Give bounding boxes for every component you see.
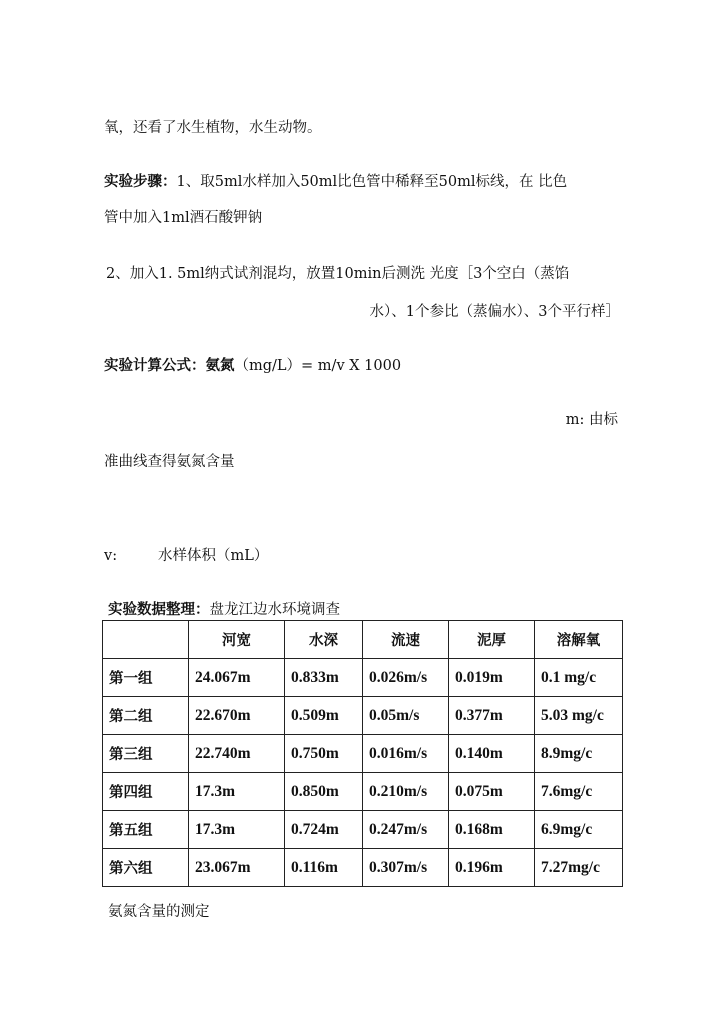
table-cell: 5.03 mg/c <box>535 697 623 735</box>
table-cell: 0.05m/s <box>363 697 449 735</box>
paragraph-step2: 2、加入1. 5ml纳式试剂混均，放置10min后测洗 光度［3个空白（蒸馅 <box>106 266 570 282</box>
paragraph-data-title <box>108 600 340 620</box>
table-cell: 0.116m <box>285 849 363 887</box>
paragraph-footer: 氨氮含量的测定 <box>108 904 210 920</box>
row-label: 第一组 <box>103 659 189 697</box>
table-row <box>103 697 623 735</box>
table-cell: 24.067m <box>189 659 285 697</box>
table-row <box>103 735 623 773</box>
table-row <box>103 659 623 697</box>
paragraph-steps-cont: 管中加入1ml酒石酸钾钠 <box>104 210 263 226</box>
table-cell: 23.067m <box>189 849 285 887</box>
paragraph-formula <box>104 356 401 376</box>
table-cell: 0.850m <box>285 773 363 811</box>
steps-text: 1、取5ml水样加入50ml比色管中稀释至50ml标线，在 比色 <box>176 174 568 190</box>
paragraph-m-def: m: 由标 <box>565 412 618 428</box>
paragraph-step2-cont: 水）、1个参比（蒸偏水）、3个平行样］ <box>369 304 620 320</box>
table-cell: 17.3m <box>189 811 285 849</box>
table-cell: 7.6mg/c <box>535 773 623 811</box>
row-label: 第四组 <box>103 773 189 811</box>
table-cell: 0.140m <box>449 735 535 773</box>
table-row <box>103 849 623 887</box>
formula-text: （mg/L）= m/v X 1000 <box>234 358 402 374</box>
survey-table <box>102 620 623 887</box>
paragraph-v-def <box>104 546 268 566</box>
steps-label: 实验步骤： <box>104 173 177 190</box>
table-row <box>103 773 623 811</box>
table-cell: 0.168m <box>449 811 535 849</box>
table-cell: 0.833m <box>285 659 363 697</box>
table-cell: 17.3m <box>189 773 285 811</box>
table-header-cell: 水深 <box>285 621 363 659</box>
table-cell: 0.750m <box>285 735 363 773</box>
data-title-text: 盘龙江边水环境调查 <box>209 602 340 618</box>
table-cell: 0.196m <box>449 849 535 887</box>
table-row <box>103 811 623 849</box>
table-cell: 0.019m <box>449 659 535 697</box>
v-label: v: <box>104 548 118 564</box>
table-cell: 0.1 mg/c <box>535 659 623 697</box>
row-label: 第二组 <box>103 697 189 735</box>
table-cell: 0.210m/s <box>363 773 449 811</box>
formula-label: 实验计算公式：氨氮 <box>104 357 235 374</box>
row-label: 第六组 <box>103 849 189 887</box>
table-cell: 0.075m <box>449 773 535 811</box>
table-cell: 6.9mg/c <box>535 811 623 849</box>
table-cell: 7.27mg/c <box>535 849 623 887</box>
table-cell: 0.026m/s <box>363 659 449 697</box>
table-header-cell: 泥厚 <box>449 621 535 659</box>
table-cell: 0.307m/s <box>363 849 449 887</box>
paragraph-m-def-cont: 准曲线查得氨氮含量 <box>104 454 235 470</box>
table-header-cell: 流速 <box>363 621 449 659</box>
row-label: 第三组 <box>103 735 189 773</box>
table-cell: 0.509m <box>285 697 363 735</box>
table-cell: 0.377m <box>449 697 535 735</box>
table-cell: 22.740m <box>189 735 285 773</box>
table-cell: 0.016m/s <box>363 735 449 773</box>
table-header-cell <box>103 621 189 659</box>
table-cell: 8.9mg/c <box>535 735 623 773</box>
row-label: 第五组 <box>103 811 189 849</box>
v-text: 水样体积（mL） <box>158 548 269 564</box>
data-title-label: 实验数据整理： <box>108 601 210 618</box>
table-cell: 22.670m <box>189 697 285 735</box>
table-cell: 0.247m/s <box>363 811 449 849</box>
table-cell: 0.724m <box>285 811 363 849</box>
paragraph-intro: 氧，还看了水生植物，水生动物。 <box>104 120 322 136</box>
table-header-row <box>103 621 623 659</box>
table-header-cell: 河宽 <box>189 621 285 659</box>
paragraph-steps <box>104 172 567 192</box>
table-header-cell: 溶解氧 <box>535 621 623 659</box>
